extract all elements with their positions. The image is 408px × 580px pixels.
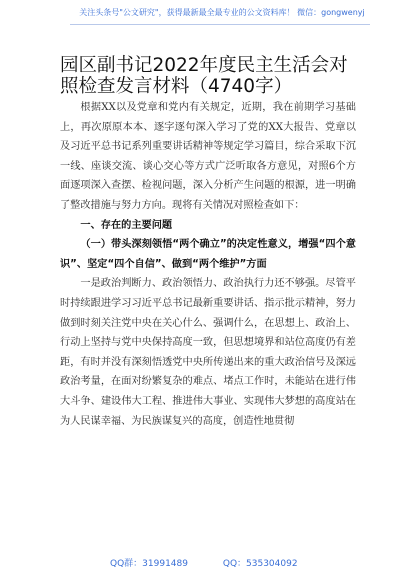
header-divider (70, 24, 370, 25)
document-body (60, 98, 356, 431)
subsection-heading: （一）带头深刻领悟“两个确立”的决定性意义，增强“四个意识”、坚定“四个自信”、做到“两个维护”方面 (60, 239, 356, 270)
header-banner: 关注头条号"公文研究"，获得最新最全最专业的公文资料库！ 微信：gongwenyj (79, 8, 365, 17)
footer-contact (110, 556, 350, 569)
body-paragraph: 一是政治判断力、政治领悟力、政治执行力还不够强。尽管平时持续跟进学习习近平总书记最新重要讲话、指示批示精神，努力做到时刻关注党中央在关心什么、强调什么，在思想上、政治上、行动上坚持与党中央保持高度一致，但思想境界和站位高度仍有差距，有时并没有深刻悟透党中央所传递出来的重大政治信号及深远政治考量，在面对纷繁复杂的难点、堵点工作时，未能站在进行伟大斗争、建设伟大工程、推进伟大事业、实现伟大梦想的高度站在为人民谋幸福、为民族谋复兴的高度，创造性地贯彻 (60, 278, 356, 427)
section-heading: 一、存在的主要问题 (80, 219, 173, 231)
document-title: 园区副书记2022年度民主生活会对照检查发言材料（4740字） (60, 55, 348, 97)
footer-qq: QQ：535304092 (222, 559, 298, 569)
footer-qq-group: QQ群：31991489 (110, 559, 188, 569)
intro-paragraph: 根据XX以及党章和党内有关规定，近期，我在前期学习基础上，再次原原本本、逐字逐句深入学习了党的XX大报告、党章以及习近平总书记系列重要讲话精神等规定学习篇目，综合采取下沉一线、座谈交流、谈心交心等方式广泛听取各方意见，对照6个方面逐项深入查摆、检视问题，深入分析产生问题的根源，进一明确了整改措施与努力方向。现将有关情况对照检查如下： (60, 102, 356, 211)
